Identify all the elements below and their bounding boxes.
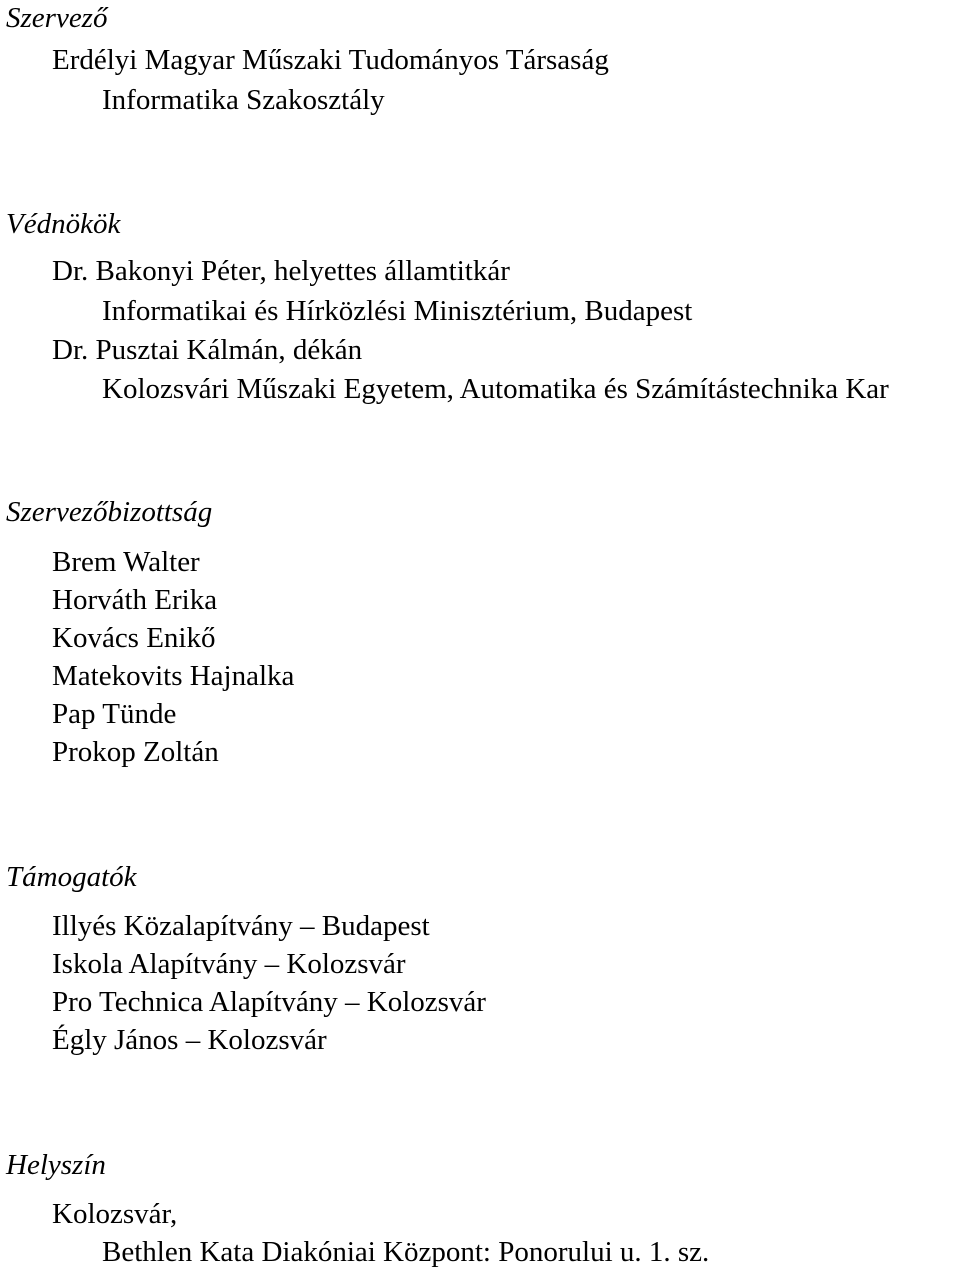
committee-member: Kovács Enikő — [52, 622, 216, 654]
patrons-heading: Védnökök — [6, 208, 121, 240]
committee-member: Prokop Zoltán — [52, 736, 219, 768]
organizer-line-2: Informatika Szakosztály — [102, 84, 385, 116]
committee-member: Pap Tünde — [52, 698, 177, 730]
organizer-heading: Szervező — [6, 2, 108, 34]
committee-heading: Szervezőbizottság — [6, 496, 213, 528]
venue-heading: Helyszín — [6, 1149, 106, 1181]
patron-name-1: Dr. Bakonyi Péter, helyettes államtitkár — [52, 255, 510, 287]
sponsor-item: Illyés Közalapítvány – Budapest — [52, 910, 430, 942]
sponsor-item: Iskola Alapítvány – Kolozsvár — [52, 948, 406, 980]
organizer-line-1: Erdélyi Magyar Műszaki Tudományos Társaság — [52, 44, 609, 76]
sponsor-item: Pro Technica Alapítvány – Kolozsvár — [52, 986, 486, 1018]
sponsors-heading: Támogatók — [6, 861, 137, 893]
sponsor-item: Égly János – Kolozsvár — [52, 1024, 327, 1056]
patron-affiliation-2: Kolozsvári Műszaki Egyetem, Automatika és Számítástechnika Kar — [102, 373, 889, 405]
venue-city: Kolozsvár, — [52, 1198, 178, 1230]
committee-member: Brem Walter — [52, 546, 200, 578]
committee-member: Matekovits Hajnalka — [52, 660, 295, 692]
patron-name-2: Dr. Pusztai Kálmán, dékán — [52, 334, 363, 366]
patron-affiliation-1: Informatikai és Hírközlési Minisztérium, Budapest — [102, 295, 693, 327]
venue-address: Bethlen Kata Diakóniai Központ: Ponorului u. 1. sz. — [102, 1236, 710, 1268]
committee-member: Horváth Erika — [52, 584, 218, 616]
